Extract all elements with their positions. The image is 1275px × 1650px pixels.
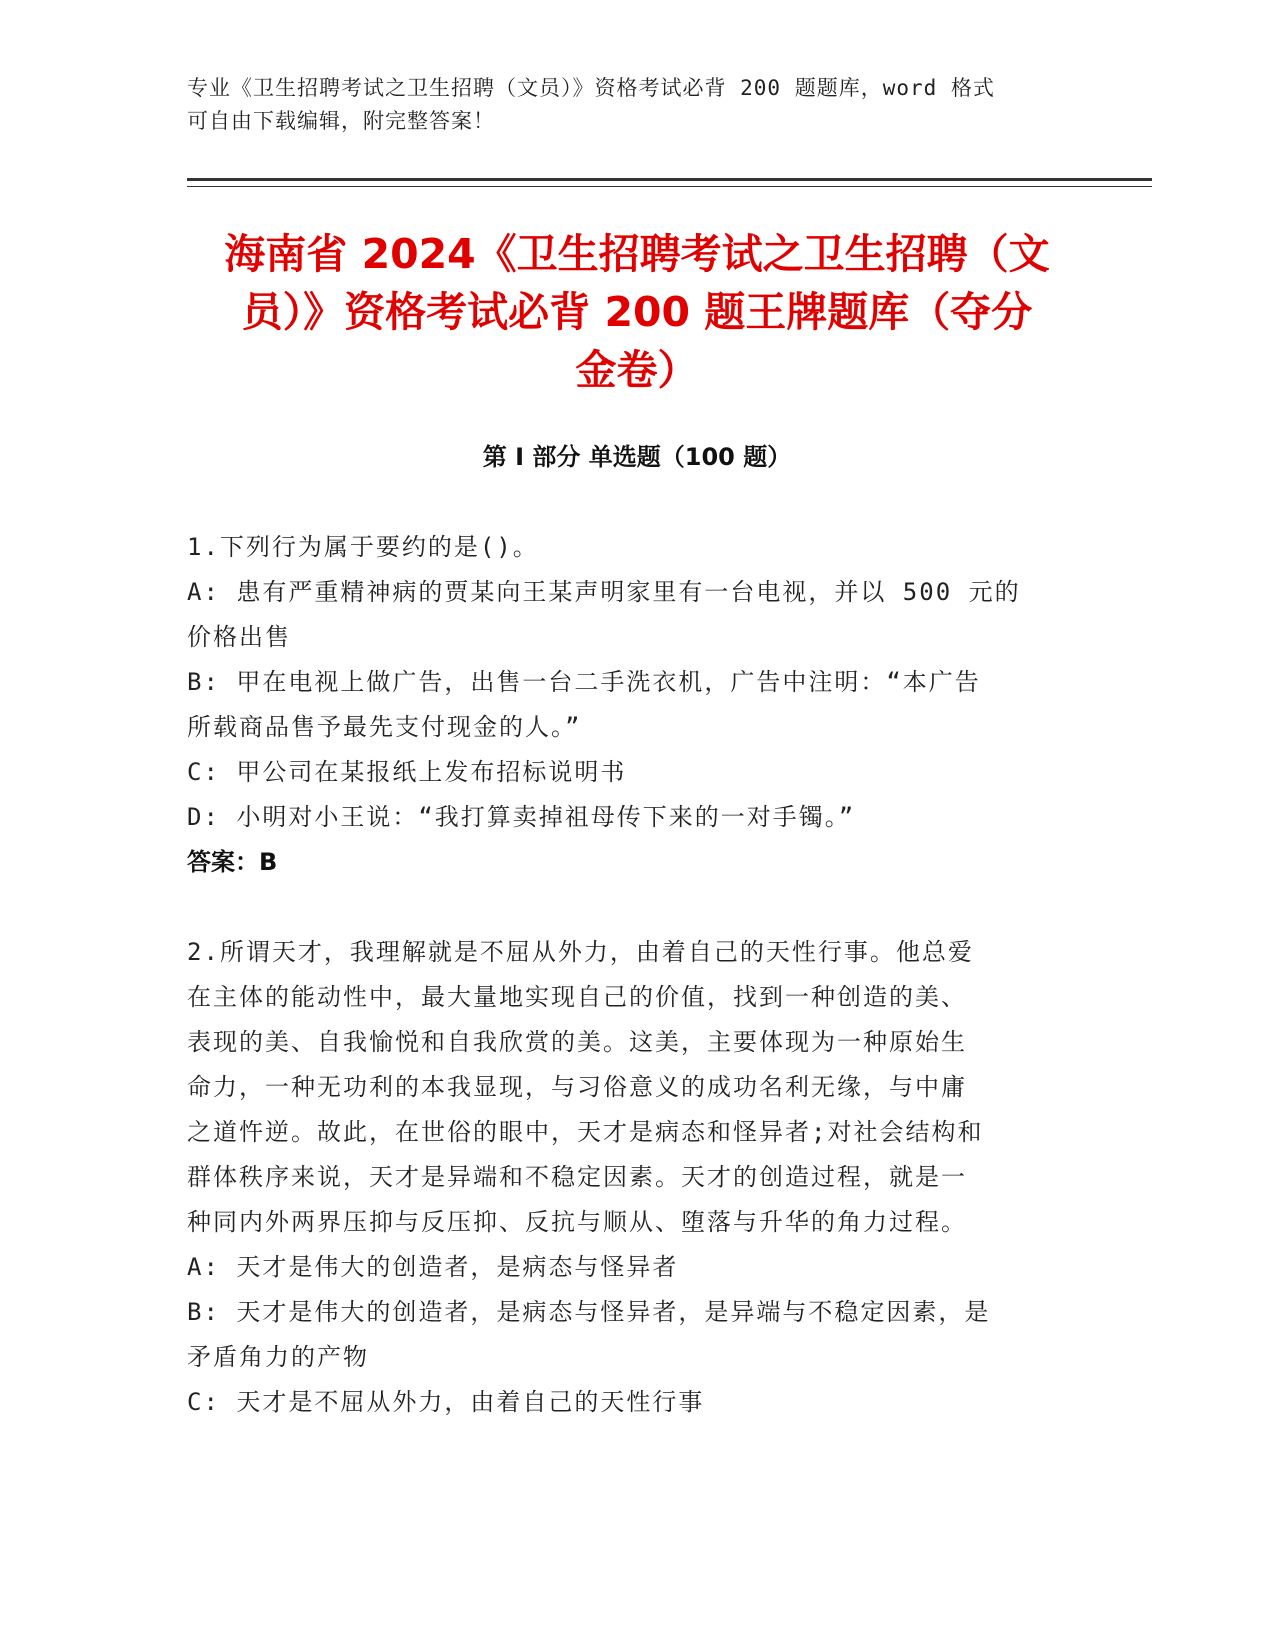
title-line-2: 员）》资格考试必背 200 题王牌题库（夺分 xyxy=(241,288,1033,336)
document-title xyxy=(187,225,1087,399)
question-2-option-a: A: 天才是伟大的创造者，是病态与怪异者 xyxy=(187,1253,679,1281)
question-spacer xyxy=(187,885,1087,930)
question-2-stem-line-1: 2.所谓天才，我理解就是不屈从外力，由着自己的天性行事。他总爱 xyxy=(187,938,974,966)
question-1-option-b-line-1: B: 甲在电视上做广告，出售一台二手洗衣机，广告中注明：“本广告 xyxy=(187,668,981,696)
question-2-stem-line-5: 之道忤逆。故此，在世俗的眼中，天才是病态和怪异者;对社会结构和 xyxy=(187,1118,984,1146)
questions-content xyxy=(187,525,1087,1425)
section-heading: 第 I 部分 单选题（100 题） xyxy=(482,443,792,471)
title-line-1: 海南省 2024《卫生招聘考试之卫生招聘（文 xyxy=(224,230,1050,278)
question-2-stem-line-4: 命力，一种无功利的本我显现，与习俗意义的成功名利无缘，与中庸 xyxy=(187,1073,967,1101)
question-1-option-d: D: 小明对小王说：“我打算卖掉祖母传下来的一对手镯。” xyxy=(187,803,856,831)
title-line-3: 金卷） xyxy=(575,346,699,394)
question-2-option-b-line-2: 矛盾角力的产物 xyxy=(187,1343,369,1371)
question-2-stem-line-6: 群体秩序来说，天才是异端和不稳定因素。天才的创造过程，就是一 xyxy=(187,1163,967,1191)
question-2-stem-line-7: 种同内外两界压抑与反压抑、反抗与顺从、堕落与升华的角力过程。 xyxy=(187,1208,967,1236)
question-1-option-a-line-2: 价格出售 xyxy=(187,623,291,651)
question-2-stem-line-2: 在主体的能动性中，最大量地实现自己的价值，找到一种创造的美、 xyxy=(187,983,967,1011)
question-2-stem-line-3: 表现的美、自我愉悦和自我欣赏的美。这美，主要体现为一种原始生 xyxy=(187,1028,967,1056)
question-2-option-c: C: 天才是不屈从外力，由着自己的天性行事 xyxy=(187,1388,705,1416)
question-1-option-b-line-2: 所载商品售予最先支付现金的人。” xyxy=(187,713,582,741)
question-2-option-b-line-1: B: 天才是伟大的创造者，是病态与怪异者，是异端与不稳定因素，是 xyxy=(187,1298,991,1326)
header-divider-thin xyxy=(187,186,1152,187)
header-divider-thick xyxy=(187,178,1152,181)
header-note-line-1: 专业《卫生招聘考试之卫生招聘（文员）》资格考试必背 200 题题库，word 格式 xyxy=(187,76,995,100)
question-1 xyxy=(187,525,1087,885)
question-1-answer: 答案：B xyxy=(187,848,278,876)
question-1-option-c: C: 甲公司在某报纸上发布招标说明书 xyxy=(187,758,627,786)
question-1-stem-line-1: 1.下列行为属于要约的是()。 xyxy=(187,533,539,561)
header-note-line-2: 可自由下载编辑，附完整答案！ xyxy=(187,109,495,133)
question-2 xyxy=(187,930,1087,1425)
document-header-note xyxy=(187,72,1067,138)
question-1-option-a-line-1: A: 患有严重精神病的贾某向王某声明家里有一台电视，并以 500 元的 xyxy=(187,578,1021,606)
